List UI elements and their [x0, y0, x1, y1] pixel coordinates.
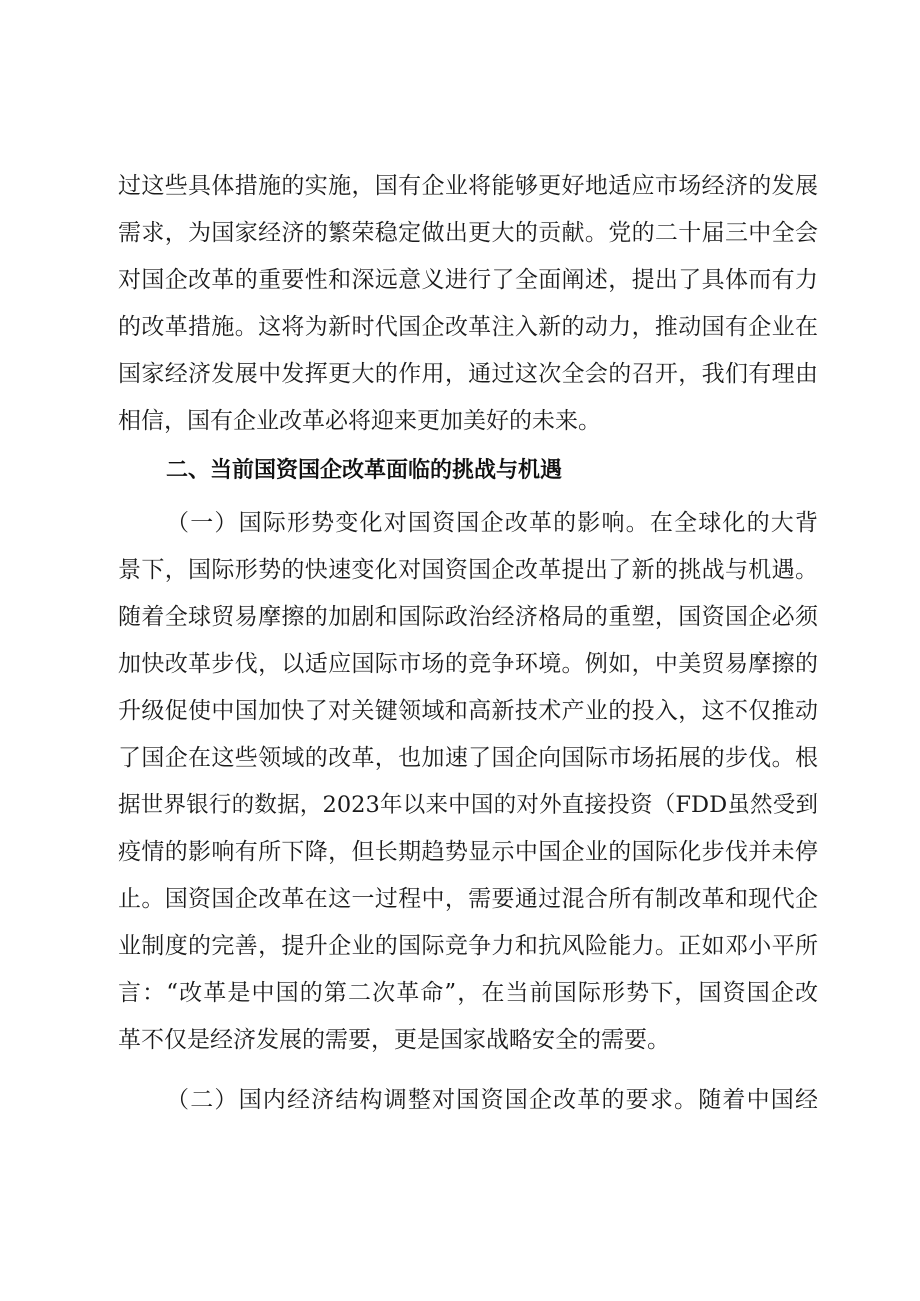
paragraph-line: 景下，国际形势的快速变化对国资国企改革提出了新的挑战与机遇。	[118, 557, 818, 583]
paragraph-line: 革不仅是经济发展的需要，更是国家战略安全的需要。	[118, 1027, 670, 1053]
paragraph-line: 相信，国有企业改革必将迎来更加美好的未来。	[118, 408, 601, 434]
paragraph-line: （二）国内经济结构调整对国资国企改革的要求。随着中国经	[166, 1087, 818, 1113]
paragraph-line: （一）国际形势变化对国资国企改革的影响。在全球化的大背	[166, 510, 818, 536]
paragraph-line: 了国企在这些领域的改革，也加速了国企向国际市场拓展的步伐。根	[118, 745, 818, 771]
paragraph-line: 对国企改革的重要性和深远意义进行了全面阐述，提出了具体而有力	[118, 267, 818, 293]
paragraph-line: 随着全球贸易摩擦的加剧和国际政治经济格局的重塑，国资国企必须	[118, 604, 818, 630]
paragraph-line: 过这些具体措施的实施，国有企业将能够更好地适应市场经济的发展	[118, 173, 818, 199]
paragraph-line: 止。国资国企改革在这一过程中，需要通过混合所有制改革和现代企	[118, 886, 818, 912]
paragraph-line: 业制度的完善，提升企业的国际竞争力和抗风险能力。正如邓小平所	[118, 933, 818, 959]
paragraph-line: 的改革措施。这将为新时代国企改革注入新的动力，推动国有企业在	[118, 314, 818, 340]
paragraph-line: 言：“改革是中国的第二次革命”，在当前国际形势下，国资国企改	[118, 980, 818, 1006]
paragraph-line: 需求，为国家经济的繁荣稳定做出更大的贡献。党的二十届三中全会	[118, 220, 818, 246]
paragraph-line: 据世界银行的数据，2023年以来中国的对外直接投资（FDD虽然受到	[118, 792, 818, 818]
section-heading: 二、当前国资国企改革面临的挑战与机遇	[166, 458, 563, 483]
paragraph-line: 疫情的影响有所下降，但长期趋势显示中国企业的国际化步伐并未停	[118, 839, 818, 865]
paragraph-line: 国家经济发展中发挥更大的作用，通过这次全会的召开，我们有理由	[118, 361, 818, 387]
paragraph-line: 升级促使中国加快了对关键领域和高新技术产业的投入，这不仅推动	[118, 698, 818, 724]
paragraph-line: 加快改革步伐，以适应国际市场的竞争环境。例如，中美贸易摩擦的	[118, 651, 818, 677]
